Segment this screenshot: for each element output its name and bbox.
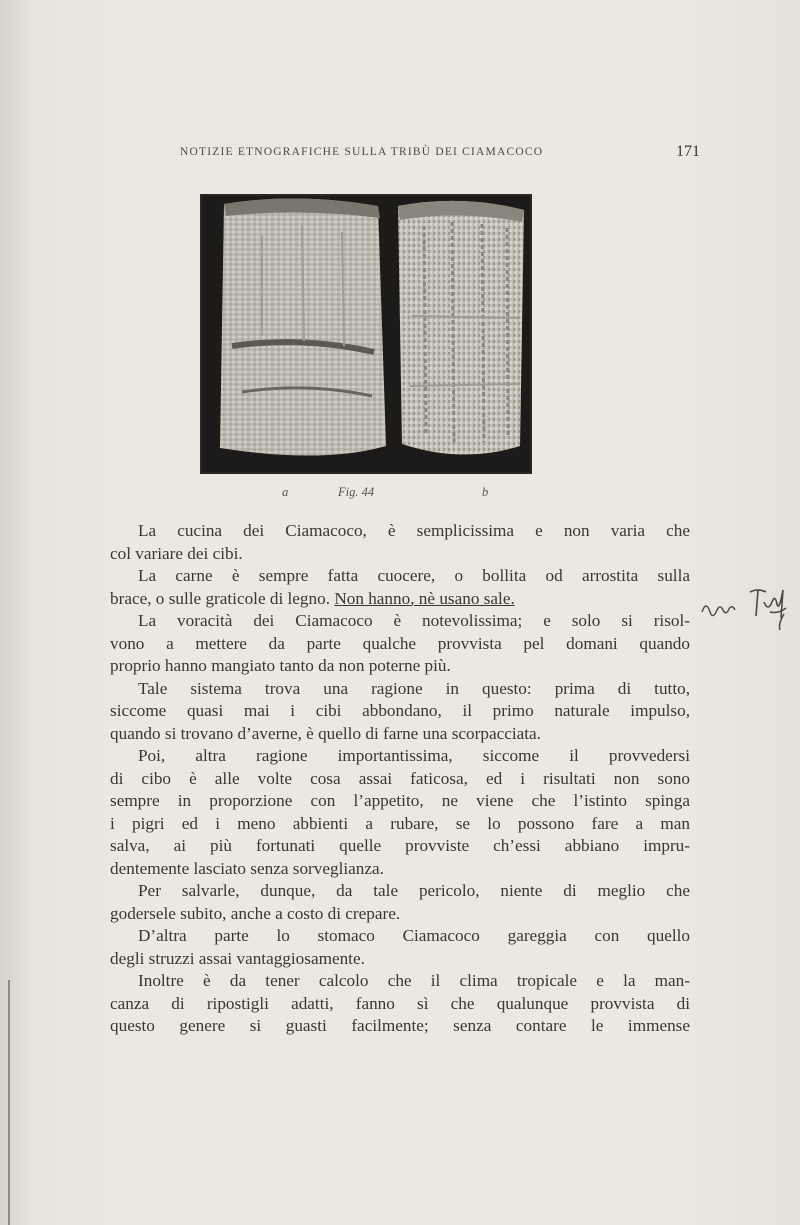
photo-two-woven-bags bbox=[202, 196, 530, 472]
text-line: Tale sistema trova una ragione in questo: prima di tutto, bbox=[138, 678, 690, 698]
text-line: dentemente lasciato senza sorveglianza. bbox=[110, 858, 384, 878]
underlined-sentence: Non hanno, nè usano sale. bbox=[334, 588, 515, 608]
caption-label-b: b bbox=[482, 485, 489, 499]
text-line: i pigri ed i meno abbienti a rubare, se lo possono fare a man bbox=[110, 813, 690, 833]
text-line: proprio hanno mangiato tanto da non poterne più. bbox=[110, 656, 451, 675]
text-line: La voracità dei Ciamacoco è notevolissima; e solo si risol- bbox=[138, 611, 690, 630]
text-line: siccome quasi mai i cibi abbondano, il primo naturale impulso, bbox=[110, 701, 690, 720]
caption-label-a: a bbox=[282, 485, 289, 499]
text-line: degli struzzi assai vantaggiosamente. bbox=[110, 948, 365, 968]
text-line: D’altra parte lo stomaco Ciamacoco gareggia con quello bbox=[138, 926, 690, 945]
text-line: salva, ai più fortunati quelle provviste ch’essi abbiano impru- bbox=[110, 836, 690, 855]
text-line: di cibo è alle volte cosa assai faticosa, ed i risultati non sono bbox=[110, 768, 690, 788]
page-number: 171 bbox=[676, 143, 700, 160]
binding-edge bbox=[8, 980, 10, 1225]
text-line: Inoltre è da tener calcolo che il clima tropicale e la man- bbox=[138, 971, 690, 990]
bag-b bbox=[398, 201, 524, 455]
running-title: NOTIZIE ETNOGRAFICHE SULLA TRIBÙ DEI CIAMACOCO bbox=[180, 146, 544, 158]
text-line: sempre in proporzione con l’appetito, ne viene che l’istinto spinga bbox=[110, 791, 690, 810]
text-line: Poi, altra ragione importantissima, siccome il provvedersi bbox=[138, 746, 690, 765]
figure-caption bbox=[270, 485, 510, 503]
text-line bbox=[110, 588, 690, 611]
text-fragment: brace, o sulle graticole di legno. bbox=[110, 588, 331, 608]
text-line: questo genere si guasti facilmente; senza contare le immense bbox=[110, 1016, 690, 1035]
caption-figure-number: Fig. 44 bbox=[338, 485, 375, 499]
body-text bbox=[110, 520, 690, 1038]
text-line: col variare dei cibi. bbox=[110, 543, 243, 563]
text-line: La carne è sempre fatta cuocere, o bollita od arrostita sulla bbox=[138, 566, 690, 585]
text-line: La cucina dei Ciamacoco, è semplicissima e non varia che bbox=[138, 521, 690, 540]
handwritten-margin-note bbox=[698, 584, 793, 634]
text-line: Per salvarle, dunque, da tale pericolo, niente di meglio che bbox=[138, 881, 690, 900]
page-header bbox=[180, 143, 710, 166]
figure-photograph bbox=[200, 194, 532, 474]
text-line: canza di ripostigli adatti, fanno sì che qualunque provvista di bbox=[110, 993, 690, 1013]
text-line: quando si trovano d’averne, è quello di farne una scorpacciata. bbox=[110, 723, 541, 743]
text-line: vono a mettere da parte qualche provvista pel domani quando bbox=[110, 633, 690, 653]
text-line: godersele subito, anche a costo di crepare. bbox=[110, 903, 401, 923]
